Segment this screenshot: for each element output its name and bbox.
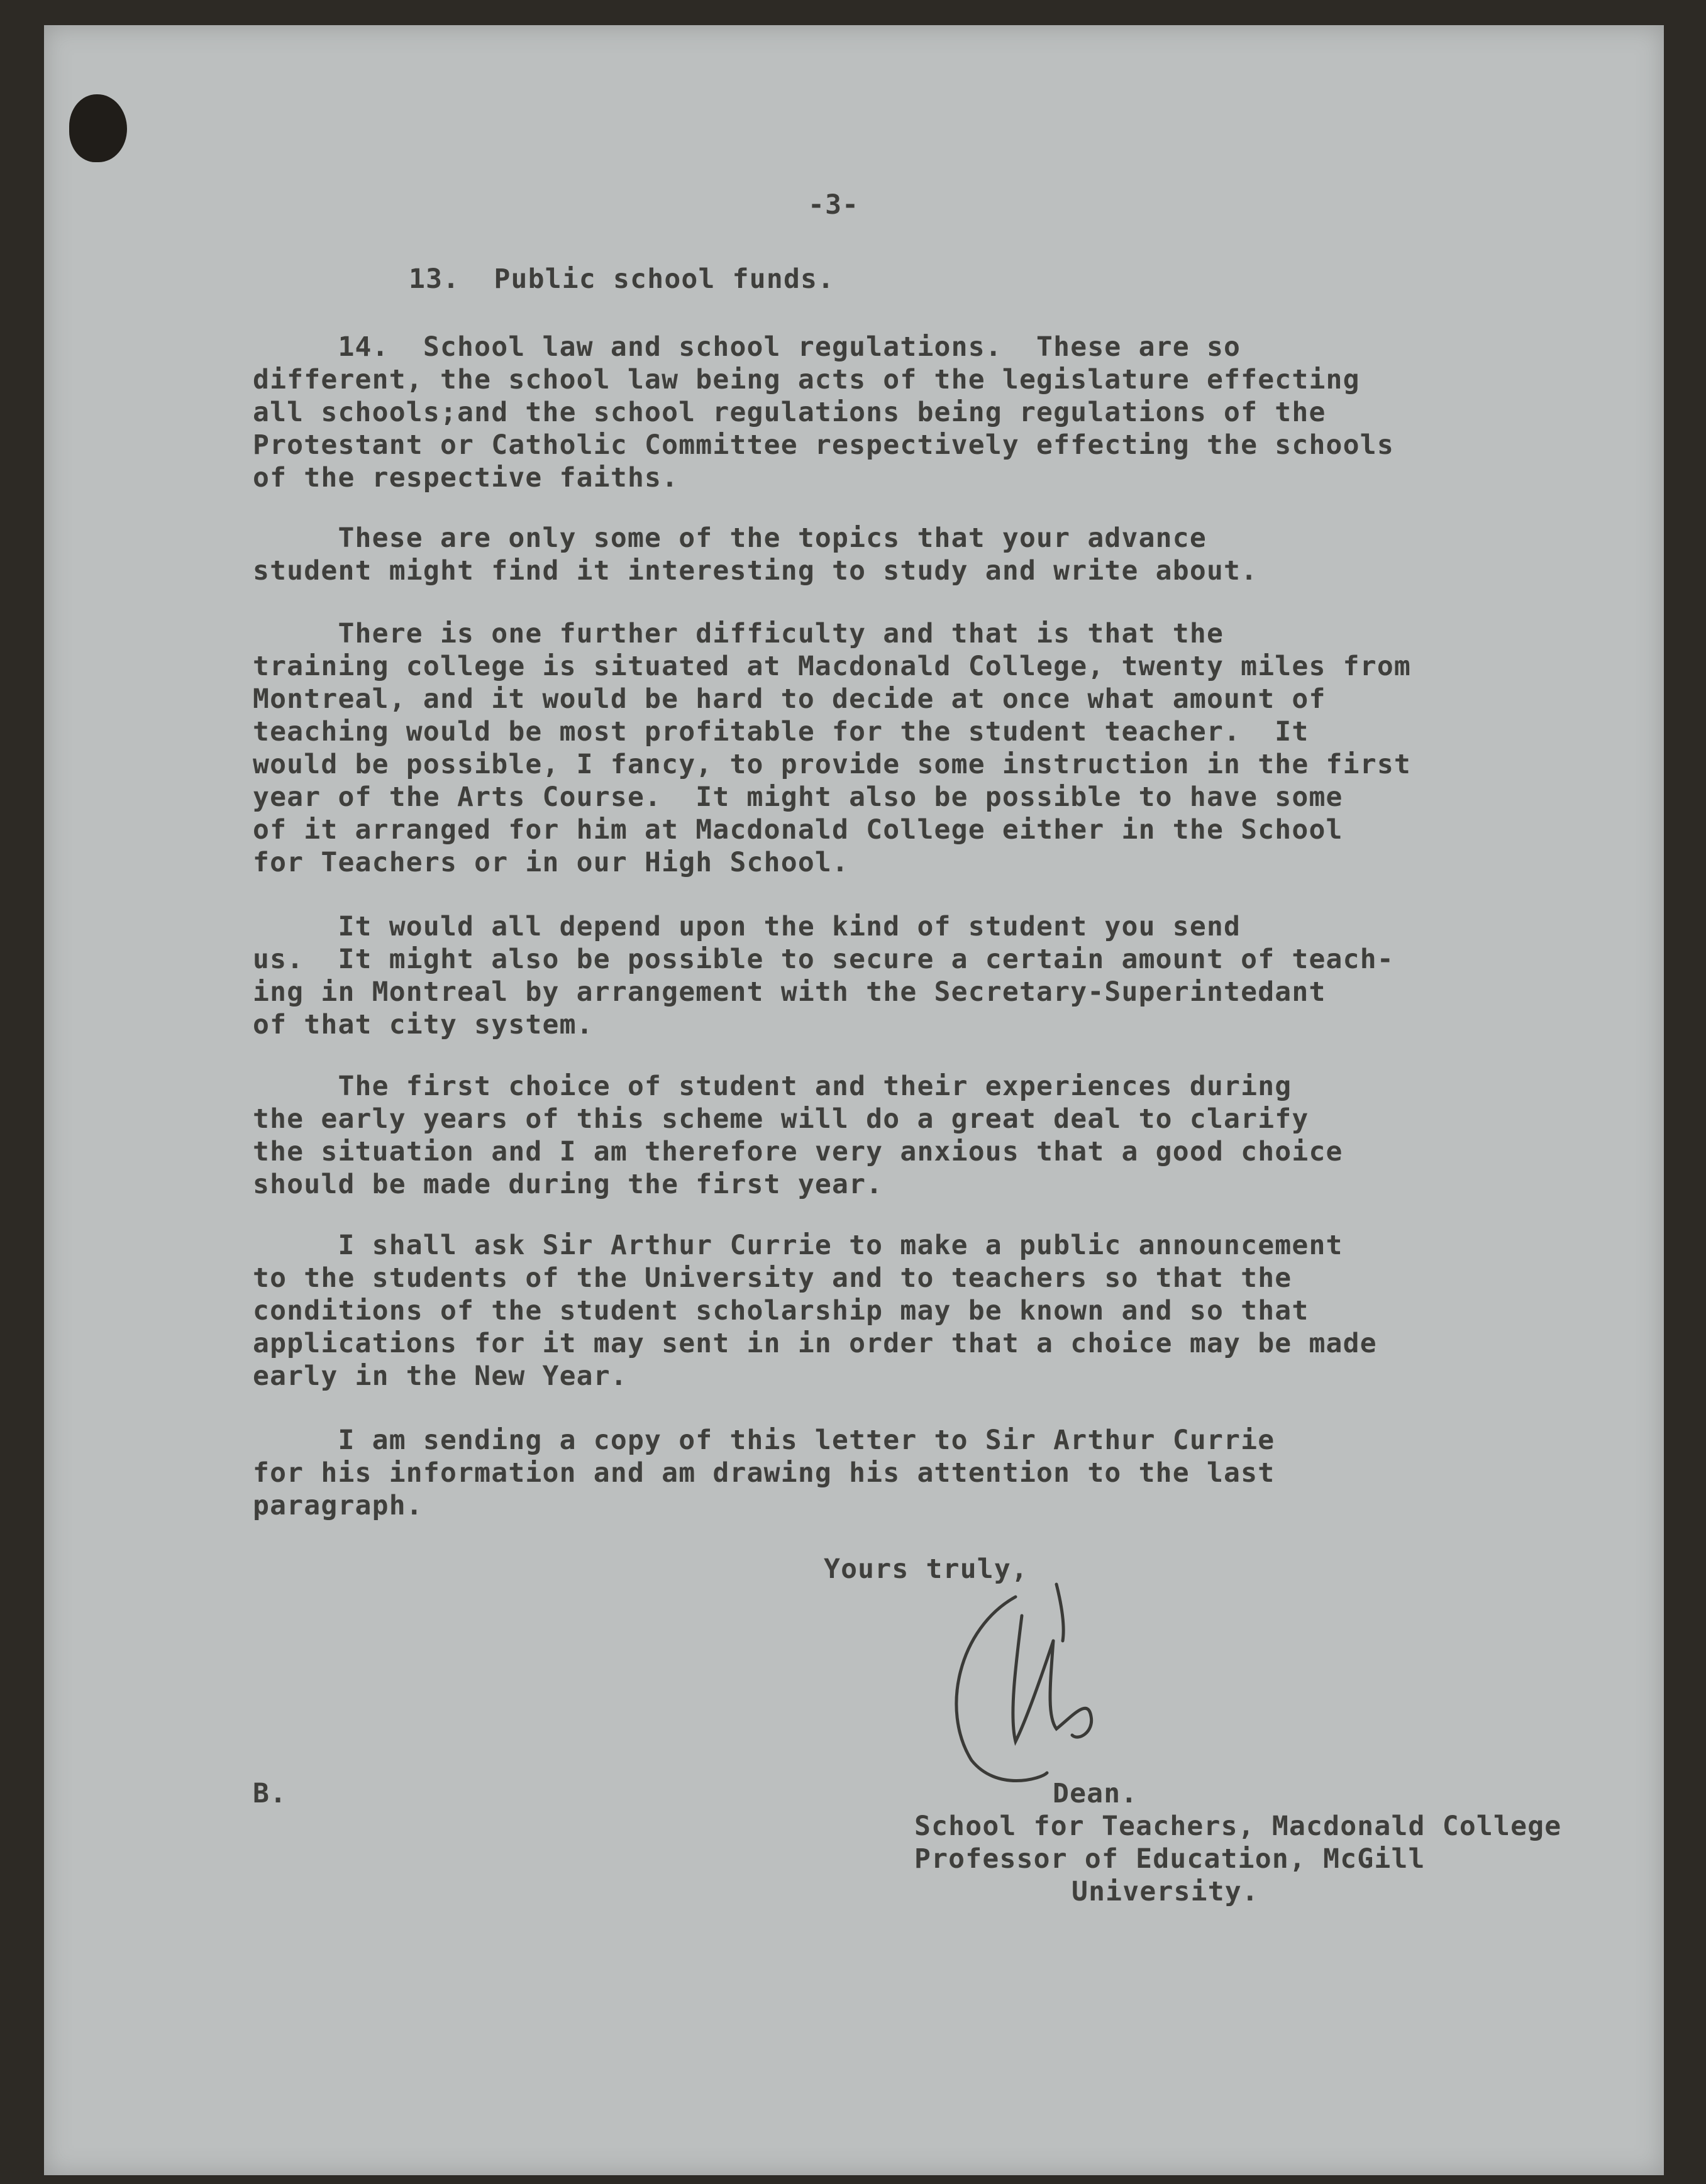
signer-title-line-2: Professor of Education, McGill [914, 1843, 1426, 1875]
closing-salutation: Yours truly, [824, 1553, 1029, 1585]
item-13: 13. Public school funds. [409, 263, 835, 295]
letter-page [44, 25, 1664, 2175]
copy-paragraph: I am sending a copy of this letter to Sir Arthur Currie for his information and am drawing his attention to the last paragraph. [253, 1425, 1275, 1521]
depend-paragraph: It would all depend upon the kind of student you send us. It might also be possible to secure a certain amount of teach- ing in Montreal by arrangement with the Secretary-Superintedant of that city system. [253, 911, 1394, 1040]
signer-title-line-3: University. [1072, 1876, 1259, 1907]
item-14-paragraph: 14. School law and school regulations. These are so different, the school law being acts of the legislature effecting all schools;and the school regulations being regulations of the Protestant or Catholic Committee respectively effecting the schools of the respective faiths. [253, 331, 1394, 494]
topics-paragraph: These are only some of the topics that your advance student might find it interesting to study and write about. [253, 522, 1258, 587]
typist-initial: B. [253, 1778, 287, 1809]
choice-paragraph: The first choice of student and their experiences during the early years of this scheme will do a great deal to clarify the situation and I am therefore very anxious that a good choice should be made during the first year. [253, 1071, 1343, 1200]
page-number: -3- [808, 189, 860, 221]
difficulty-paragraph: There is one further difficulty and that is that the training college is situated at Macdonald College, twenty miles from Montreal, and it would be hard to decide at once what amount of teaching would be most profitable for the student teacher. It would be possible, I fancy, to provide some instruction in the first year of the Arts Course. It might also be possible to have some of it arranged for him at Macdonald College either in the School for Teachers or in our High School. [253, 618, 1411, 878]
punch-hole [69, 94, 127, 162]
signer-role: Dean. [1053, 1778, 1138, 1809]
announcement-paragraph: I shall ask Sir Arthur Currie to make a public announcement to the students of the University and to teachers so that the conditions of the student scholarship may be known and so that applications for it may sent in in order that a choice may be made early in the New Year. [253, 1230, 1377, 1392]
signer-title-line-1: School for Teachers, Macdonald College [914, 1811, 1562, 1842]
handwritten-signature [921, 1572, 1148, 1798]
